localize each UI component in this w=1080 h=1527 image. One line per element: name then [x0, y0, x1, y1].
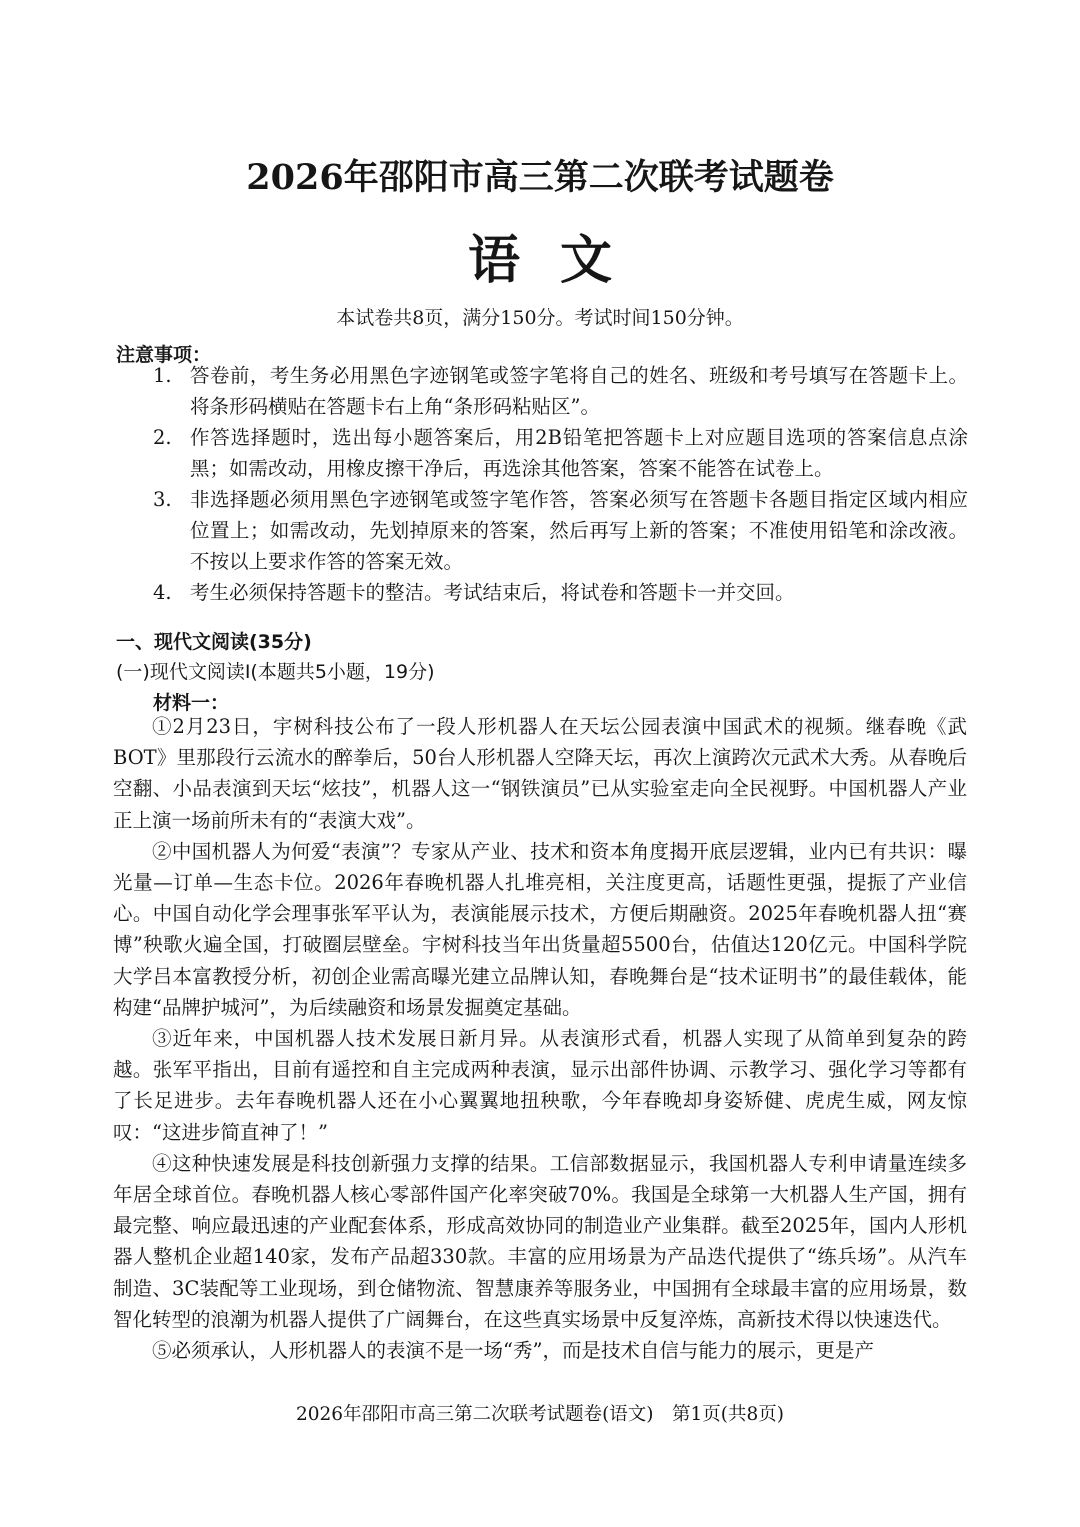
note-text: 非选择题必须用黑色字迹钢笔或签字笔作答，答案必须写在答题卡各题目指定区域内相应位置上；如需改动，先划掉原来的答案，然后再写上新的答案；不准使用铅笔和涂改液。不按以上要求作答的答案无效。: [190, 488, 968, 573]
note-text: 考生必须保持答题卡的整洁。考试结束后，将试卷和答题卡一并交回。: [190, 581, 795, 604]
note-item: [153, 577, 968, 608]
passage-paragraph: ③近年来，中国机器人技术发展日新月异。从表演形式看，机器人实现了从简单到复杂的跨越。张军平指出，目前有遥控和自主完成两种表演，显示出部件协调、示教学习、强化学习等都有了长足进步。去年春晚机器人还在小心翼翼地扭秧歌，今年春晚却身姿矫健、虎虎生威，网友惊叹：“这进步简直神了！”: [113, 1027, 967, 1144]
note-text: 答卷前，考生务必用黑色字迹钢笔或签字笔将自己的姓名、班级和考号填写在答题卡上。将条形码横贴在答题卡右上角“条形码粘贴区”。: [190, 364, 968, 418]
note-text: 作答选择题时，选出每小题答案后，用2B铅笔把答题卡上对应题目选项的答案信息点涂黑；如需改动，用橡皮擦干净后，再选涂其他答案，答案不能答在试卷上。: [190, 426, 968, 480]
notes-heading: 注意事项：: [116, 344, 212, 366]
passage-paragraph: ④这种快速发展是科技创新强力支撑的结果。工信部数据显示，我国机器人专利申请量连续多年居全球首位。春晚机器人核心零部件国产化率突破70%。我国是全球第一大机器人生产国，拥有最完整、响应最迅速的产业配套体系，形成高效协同的制造业产业集群。截至2025年，国内人形机器人整机企业超140家，发布产品超330款。丰富的应用场景为产品迭代提供了“练兵场”。从汽车制造、3C装配等工业现场，到仓储物流、智慧康养等服务业，中国拥有全球最丰富的应用场景，数智化转型的浪潮为机器人提供了广阔舞台，在这些真实场景中反复淬炼，高新技术得以快速迭代。: [113, 1151, 967, 1331]
note-number: 3.: [153, 488, 172, 511]
exam-title: 2026年邵阳市高三第二次联考试题卷: [246, 157, 834, 198]
page-footer: 2026年邵阳市高三第二次联考试题卷(语文) 第1页(共8页): [296, 1404, 784, 1425]
note-item: [153, 360, 968, 422]
note-number: 4.: [153, 581, 172, 604]
exam-info: 本试卷共8页，满分150分。考试时间150分钟。: [336, 307, 744, 329]
note-item: [153, 484, 968, 577]
note-item: [153, 422, 968, 484]
subject-title: 语文: [467, 230, 652, 291]
notes-list: [153, 360, 968, 608]
passage-paragraph: ①2月23日，宇树科技公布了一段人形机器人在天坛公园表演中国武术的视频。继春晚《武BOT》里那段行云流水的醉拳后，50台人形机器人空降天坛，再次上演跨次元武术大秀。从春晚后空翻、小品表演到天坛“炫技”，机器人这一“钢铁演员”已从实验室走向全民视野。中国机器人产业正上演一场前所未有的“表演大戏”。: [113, 715, 967, 832]
material-label: 材料一：: [153, 692, 230, 714]
note-number: 2.: [153, 426, 172, 449]
passage-paragraph: ②中国机器人为何爱“表演”？专家从产业、技术和资本角度揭开底层逻辑，业内已有共识：曝光量—订单—生态卡位。2026年春晚机器人扎堆亮相，关注度更高，话题性更强，提振了产业信心。中国自动化学会理事张军平认为，表演能展示技术，方便后期融资。2025年春晚机器人扭“赛博”秧歌火遍全国，打破圈层壁垒。宇树科技当年出货量超5500台，估值达120亿元。中国科学院大学吕本富教授分析，初创企业需高曝光建立品牌认知，春晚舞台是“技术证明书”的最佳载体，能构建“品牌护城河”，为后续融资和场景发掘奠定基础。: [113, 839, 967, 1019]
passage-paragraph: ⑤必须承认，人形机器人的表演不是一场“秀”，而是技术自信与能力的展示，更是产: [152, 1339, 874, 1363]
section-heading: 一、现代文阅读(35分): [116, 631, 312, 653]
reading-passage: [113, 711, 967, 1366]
note-number: 1.: [153, 364, 172, 387]
section-subheading: (一)现代文阅读Ⅰ(本题共5小题，19分): [116, 661, 435, 683]
